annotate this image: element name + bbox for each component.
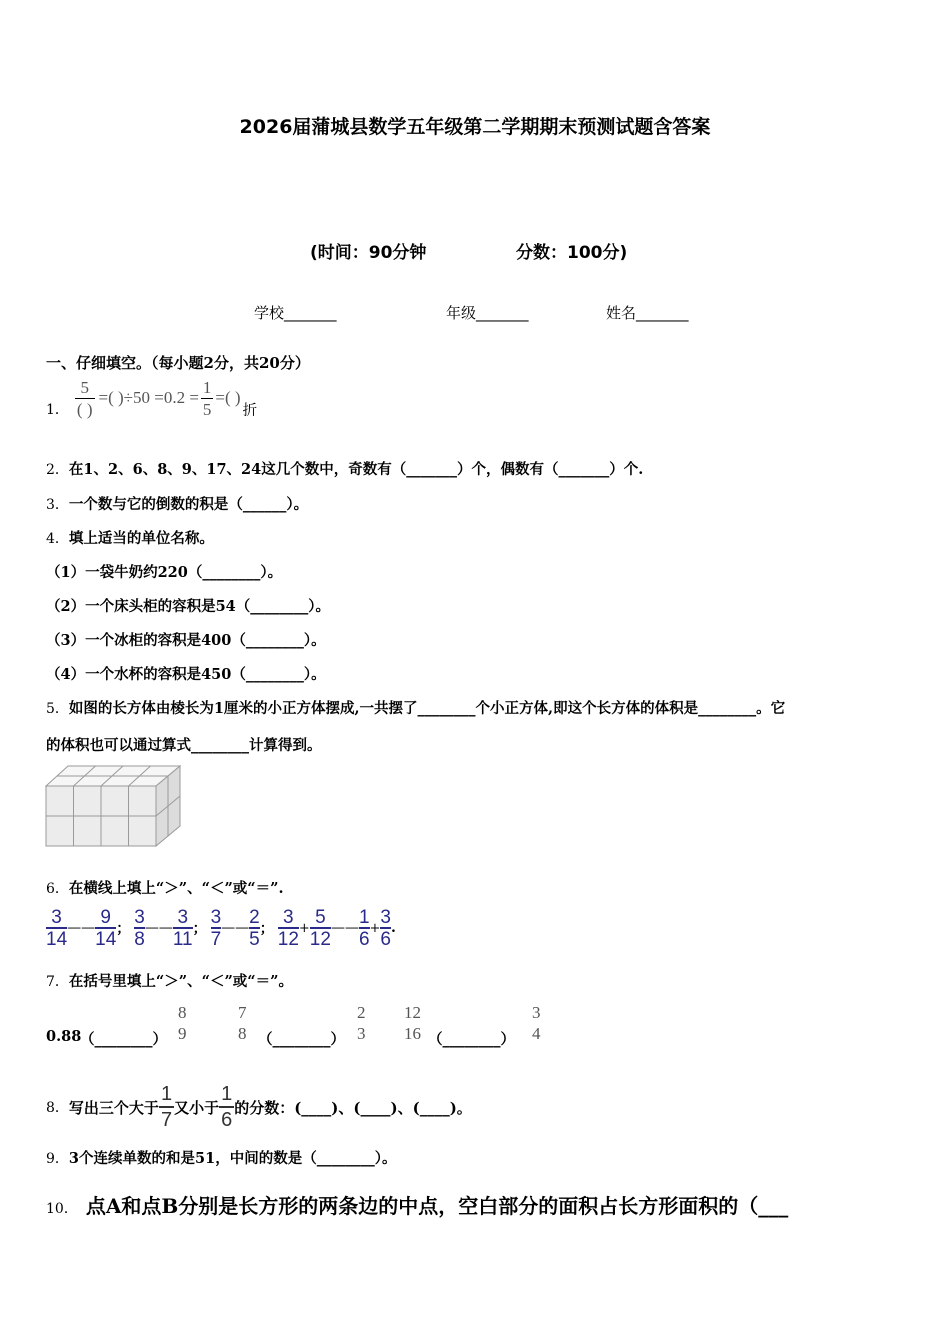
question-9 bbox=[46, 1147, 396, 1168]
q4-item-1: （1）一袋牛奶约220（________）。 bbox=[46, 564, 283, 581]
q9-text: 3个连续单数的和是51，中间的数是（________）。 bbox=[68, 1150, 397, 1167]
q7-blank-3: （________） bbox=[428, 1031, 515, 1048]
q6-sep-2: ； bbox=[192, 921, 207, 937]
q1-f2-numerator: 1 bbox=[202, 377, 212, 397]
q6-frac-8: $\frac{5}{12}$ bbox=[309, 906, 331, 950]
q6-blank-2: —— bbox=[144, 920, 173, 936]
q6-number: 6． bbox=[46, 881, 69, 897]
q6-frac-1: 3 14 bbox=[46, 906, 68, 950]
q6-end: . bbox=[391, 920, 396, 936]
q6-plus-1: + bbox=[298, 920, 310, 936]
q7-frac-1: 8 9 bbox=[178, 1003, 187, 1043]
q1-tail: 折 bbox=[242, 402, 258, 419]
section-heading: 一、仔细填空。（每小题2分，共20分） bbox=[46, 354, 310, 372]
q1-end: =( ) bbox=[215, 388, 241, 407]
q6-frac-7: 3 12 bbox=[277, 906, 299, 950]
question-1 bbox=[46, 374, 257, 422]
q4-item-3: （3）一个冰柜的容积是400（________）。 bbox=[46, 632, 326, 649]
q6-text: 在横线上填上“＞”、“＜”或“＝”. bbox=[68, 880, 284, 897]
q10-text: 点A和点B分别是长方形的两条边的中点，空白部分的面积占长方形面积的（___ bbox=[85, 1194, 789, 1218]
q6-frac-2: 9 14 bbox=[95, 906, 117, 950]
question-4 bbox=[46, 527, 214, 548]
q1-expression: =( )÷50 =0.2 = bbox=[98, 388, 199, 407]
q9-number: 9． bbox=[46, 1151, 69, 1167]
question-8 bbox=[46, 1082, 472, 1132]
q8-frac-1: $\frac{1}{7}$ bbox=[160, 1083, 173, 1131]
q6-frac-10: $\frac{3}{6}$ bbox=[380, 906, 391, 950]
q1-fraction-1 bbox=[75, 379, 95, 418]
q8-frac-2: $\frac{1}{6}$ bbox=[221, 1083, 233, 1131]
q6-sep-3: ； bbox=[259, 921, 274, 937]
q7-frac-2: 7 8 bbox=[238, 1003, 247, 1043]
q7-frac-4: 12 16 bbox=[404, 1003, 421, 1043]
q8-text-mid: 又小于 bbox=[174, 1098, 220, 1117]
exam-time: (时间：90分钟 bbox=[310, 243, 427, 263]
q6-frac-3: 3 8 bbox=[134, 906, 145, 950]
q7-first-value: 0.88 bbox=[46, 1028, 82, 1045]
q6-blank-3: —— bbox=[221, 920, 250, 936]
q4-item-4: （4）一个水杯的容积是450（________）。 bbox=[46, 666, 326, 683]
q7-number: 7． bbox=[46, 974, 69, 990]
question-2 bbox=[46, 458, 643, 479]
q6-frac-5: 3 7 bbox=[210, 906, 222, 950]
q1-f2-denominator: 5 bbox=[202, 399, 212, 419]
q4-text: 填上适当的单位名称。 bbox=[68, 530, 214, 547]
q5-number: 5． bbox=[46, 701, 69, 717]
exam-score: 分数：100分) bbox=[516, 243, 628, 263]
page-title: 2026届蒲城县数学五年级第二学期期末预测试题含答案 bbox=[239, 116, 711, 138]
q2-text: 在1、2、6、8、9、17、24这几个数中，奇数有（_______）个，偶数有（_______）个. bbox=[68, 461, 644, 478]
q1-f1-denominator: ( ) bbox=[76, 399, 93, 419]
question-10 bbox=[46, 1190, 788, 1219]
q7-text: 在括号里填上“＞”、“＜”或“＝”。 bbox=[68, 973, 293, 990]
q2-number: 2． bbox=[46, 462, 69, 478]
q4-item-2: （2）一个床头柜的容积是54（________）。 bbox=[46, 598, 331, 615]
q3-number: 3． bbox=[46, 497, 69, 513]
q6-frac-4: 3 11 bbox=[172, 906, 193, 950]
question-3 bbox=[46, 493, 308, 514]
q6-plus-2: + bbox=[369, 920, 381, 936]
q8-number: 8． bbox=[46, 1100, 69, 1116]
cuboid-figure bbox=[44, 764, 184, 850]
q1-number: 1． bbox=[46, 402, 69, 418]
grade-field: 年级_______ bbox=[446, 304, 529, 322]
question-7 bbox=[46, 970, 293, 991]
q8-text-post: 的分数：(____)、(____)、(____)。 bbox=[234, 1098, 472, 1117]
q7-frac-5: 3 4 bbox=[532, 1003, 541, 1043]
q1-fraction-2 bbox=[201, 379, 214, 418]
q10-number: 10． bbox=[46, 1201, 78, 1217]
q6-comparisons bbox=[46, 906, 396, 950]
q6-frac-6: 2 5 bbox=[249, 906, 260, 950]
q7-frac-3: 2 3 bbox=[357, 1003, 366, 1043]
q6-frac-9: 1 6 bbox=[358, 906, 370, 950]
question-6 bbox=[46, 877, 284, 898]
q5-line-2: 的体积也可以通过算式________计算得到。 bbox=[46, 737, 322, 754]
q6-blank-1: —— bbox=[67, 920, 96, 936]
q7-blank-2: （________） bbox=[258, 1031, 345, 1048]
q6-sep-1: ； bbox=[116, 921, 131, 937]
q1-f1-numerator: 5 bbox=[80, 377, 89, 397]
name-field: 姓名_______ bbox=[606, 304, 689, 322]
q4-number: 4． bbox=[46, 531, 69, 547]
q6-blank-4: —— bbox=[330, 920, 359, 936]
q8-text-pre: 写出三个大于 bbox=[68, 1098, 159, 1117]
q7-blank-1: （________） bbox=[80, 1031, 167, 1048]
school-field: 学校_______ bbox=[254, 304, 337, 322]
q3-text: 一个数与它的倒数的积是（______）。 bbox=[68, 496, 309, 513]
q5-line-1: 如图的长方体由棱长为1厘米的小正方体摆成,一共摆了________个小正方体,即这个长方体的体积是________。它 bbox=[68, 700, 786, 717]
question-5 bbox=[46, 697, 785, 718]
